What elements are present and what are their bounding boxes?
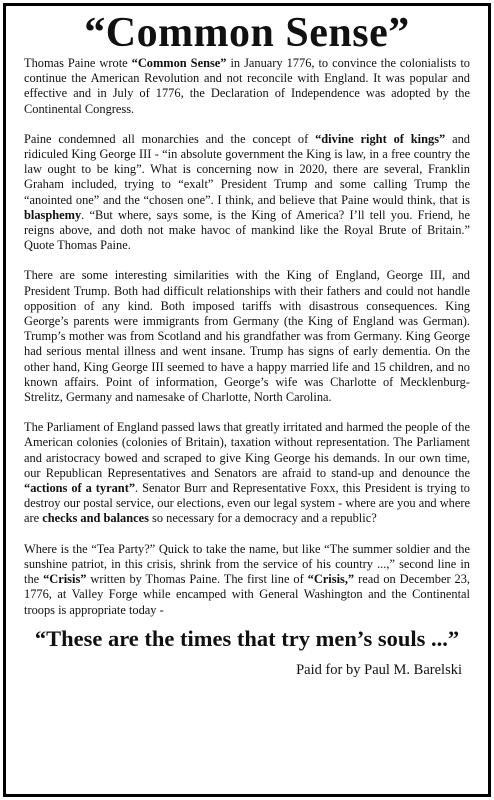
paid-for-line: Paid for by Paul M. Barelski: [296, 661, 462, 678]
paragraph-1: Thomas Paine wrote “Common Sense” in January 1776, to convince the colonialists to continue the American Revolution and not reconcile with England. It was popular and effective and in July of 1776, the Declaration of Independence was adopted by the Continental Congress.: [24, 56, 470, 116]
paragraph-4: The Parliament of England passed laws that greatly irritated and harmed the people of the American colonies (colonies of Britain), taxation without representation. The Parliament and aristocracy bowed and scraped to give King George his demands. In our own time, our Republican Representatives and Senators are afraid to stand-up and denounce the “actions of a tyrant”. Senator Burr and Representative Foxx, this President is trying to destroy our postal service, our elections, even our legal system - where are you and where are checks and balances so necessary for a democracy and a republic?: [24, 420, 470, 526]
paragraph-5: Where is the “Tea Party?” Quick to take the name, but like “The summer soldier and the sunshine patriot, in this crisis, shrink from the service of his country ...,” second line in the “Crisis” written by Thomas Paine. The first line of “Crisis,” read on December 23, 1776, at Valley Forge while encamped with General Washington and the Continental troops is appropriate today -: [24, 541, 470, 617]
paragraph-2: Paine condemned all monarchies and the concept of “divine right of kings” and ridiculed King George III - “in absolute government the King is law, in a free country the law ought to be king”. What is concerning now in 2020, there are several, Franklin Graham included, trying to “exalt” President Trump and some calling Trump the “anointed one” and the “chosen one”. I think, and believe that Paine would think, that is blasphemy. “But where, says some, is the King of America? I’ll tell you. Friend, he reigns above, and doth not make havoc of mankind like the Royal Brute of Britain.” Quote Thomas Paine.: [24, 131, 470, 253]
ad-border: [3, 3, 491, 797]
paragraph-3: There are some interesting similarities with the King of England, George III, and President Trump. Both had difficult relationships with their fathers and could not handle opposition of any kind. Both imposed tariffs with disastrous consequences. King George’s parents were immigrants from Germany (the King of England was German). Trump’s mother was from Scotland and his grandfather was from Germany. King George had serious mental illness and went insane. Trump has signs of early dementia. On the other hand, King George III seemed to have a happy married life and 15 children, and no known affairs. Point of information, George’s wife was Charlotte of Mecklenburg-Strelitz, Germany and namesake of Charlotte, North Carolina.: [24, 268, 470, 405]
closing-quote: “These are the times that try men’s souls ...”: [34, 625, 460, 651]
headline: “Common Sense”: [84, 10, 410, 56]
ad-content: [24, 6, 470, 679]
